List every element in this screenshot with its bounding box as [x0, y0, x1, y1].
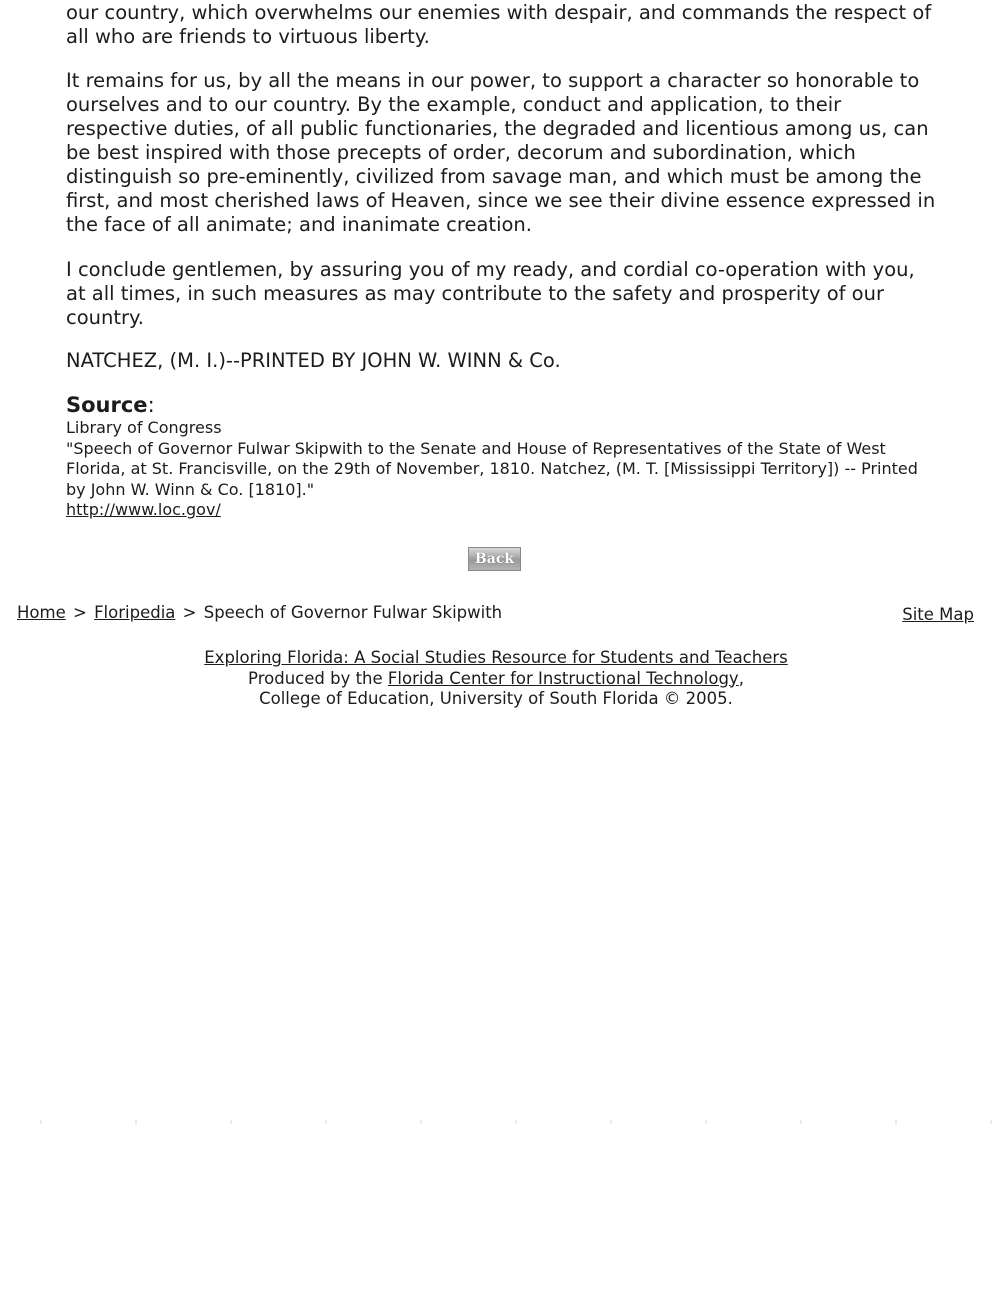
source-heading-label: Source	[66, 393, 148, 417]
breadcrumb-separator: >	[182, 603, 197, 622]
back-button[interactable]: Back	[468, 547, 521, 571]
speech-paragraph: It remains for us, by all the means in our power, to support a character so honorable to ourselves and to our country. By the example, conduct and application, to their respective duties, of all public functionaries, the degraded and licentious among us, can be best inspired with those precepts of order, decorum and subordination, which distinguish so pre-eminently, civilized from savage man, and which must be among the first, and most cherished laws of Heaven, since we see their divine essence expressed in the face of all animate; and inanimate creation.	[66, 69, 936, 236]
speech-paragraph: our country, which overwhelms our enemies with despair, and commands the respect of all who are friends to virtuous liberty.	[66, 1, 932, 48]
speech-paragraph: I conclude gentlemen, by assuring you of my ready, and cordial co-operation with you, at all times, in such measures as may contribute to the safety and prosperity of our country.	[66, 258, 915, 329]
source-citation	[66, 418, 936, 521]
source-citation-text: "Speech of Governor Fulwar Skipwith to the Senate and House of Representatives of the State of West Florida, at St. Francisville, on the 29th of November, 1810. Natchez, (M. T. [Mississippi Territory]) -- Printed by John W. Winn & Co. [1810]."	[66, 438, 918, 499]
producer-prefix: Produced by the	[248, 668, 383, 688]
site-title-link[interactable]: Exploring Florida: A Social Studies Resource for Students and Teachers	[204, 648, 788, 667]
producer-link[interactable]: Florida Center for Instructional Technology	[387, 668, 739, 688]
college-line: College of Education, University of South Florida © 2005.	[259, 689, 733, 708]
producer-suffix: ,	[738, 668, 744, 688]
breadcrumb-home-link[interactable]: Home	[17, 603, 66, 622]
breadcrumb-floripedia-link[interactable]: Floripedia	[94, 603, 176, 622]
breadcrumb	[17, 603, 502, 623]
page-footer	[0, 648, 992, 710]
site-map-link[interactable]: Site Map	[902, 605, 974, 624]
source-heading	[66, 392, 155, 418]
source-library: Library of Congress	[66, 418, 222, 437]
source-url-link[interactable]: http://www.loc.gov/	[66, 500, 221, 519]
source-heading-colon: :	[147, 393, 155, 417]
scan-artifact-divider	[0, 1120, 992, 1124]
printer-line: NATCHEZ, (M. I.)--PRINTED BY JOHN W. WINN & Co.	[66, 349, 561, 372]
producer-line	[0, 669, 992, 690]
breadcrumb-current-page: Speech of Governor Fulwar Skipwith	[203, 603, 503, 622]
breadcrumb-separator: >	[72, 603, 87, 622]
